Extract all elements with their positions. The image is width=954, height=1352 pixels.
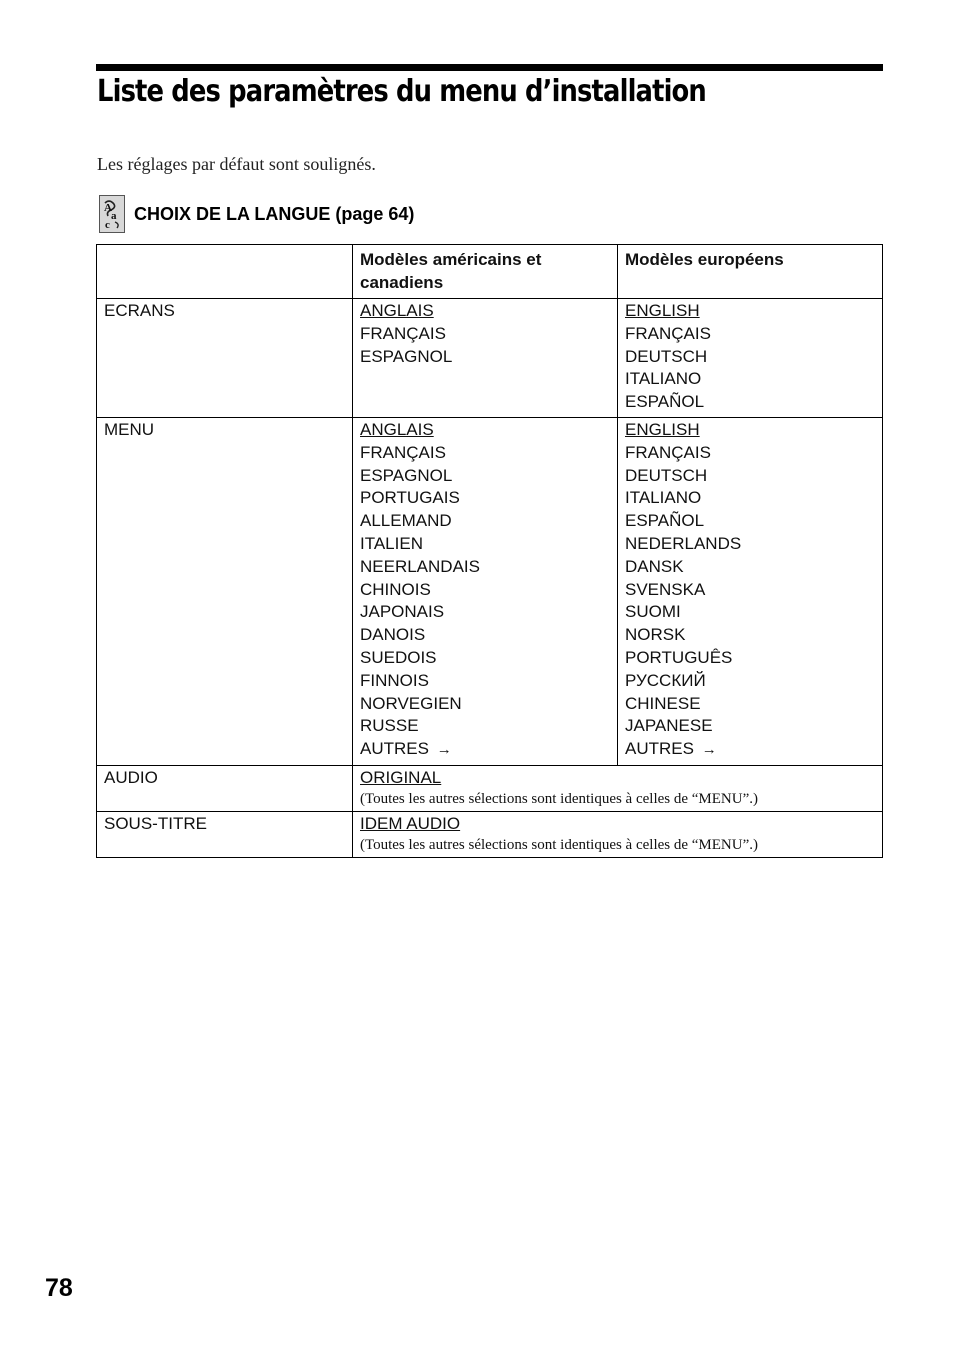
- row-note: (Toutes les autres sélections sont identiques à celles de “MENU”.): [360, 836, 758, 853]
- option-item: [360, 693, 610, 716]
- table-header-row: [97, 245, 883, 299]
- section-header: [99, 194, 414, 234]
- option-item: [625, 487, 875, 510]
- title-rule: [96, 64, 883, 71]
- option-item: [360, 647, 610, 670]
- option-label: SVENSKA: [625, 579, 706, 599]
- default-option: ANGLAIS: [360, 419, 434, 439]
- option-label: NORSK: [625, 625, 686, 645]
- option-item: [360, 715, 610, 738]
- option-item: [625, 391, 875, 414]
- default-option: ANGLAIS: [360, 301, 434, 320]
- option-label: ITALIANO: [625, 369, 702, 389]
- option-label: DEUTSCH: [625, 465, 708, 485]
- option-label: РУССКИЙ: [625, 670, 706, 690]
- option-label: NEDERLANDS: [625, 533, 742, 553]
- option-item: [625, 442, 875, 465]
- svg-text:A: A: [104, 202, 112, 214]
- header-us-models: Modèles américains et canadiens: [353, 245, 618, 299]
- option-item: [360, 533, 610, 556]
- option-label: ESPAGNOL: [360, 465, 453, 485]
- option-item: [625, 510, 875, 533]
- option-label: PORTUGAIS: [360, 488, 460, 508]
- option-item: [625, 670, 875, 693]
- option-label: RUSSE: [360, 716, 419, 736]
- option-label: PORTUGUÊS: [625, 647, 733, 667]
- option-label: FRANÇAIS: [360, 442, 446, 462]
- option-item: [625, 601, 875, 624]
- table-row-ecrans: [97, 299, 883, 418]
- option-item: [625, 579, 875, 602]
- option-item: [360, 442, 610, 465]
- section-title: CHOIX DE LA LANGUE (page 64): [134, 203, 415, 224]
- option-label: JAPANESE: [625, 716, 713, 736]
- option-item: [625, 346, 875, 369]
- table-row-menu: [97, 417, 883, 765]
- option-label: FINNOIS: [360, 670, 429, 690]
- header-eu-models: Modèles européens: [618, 245, 883, 299]
- option-label: SUEDOIS: [360, 647, 437, 667]
- option-item: [360, 738, 610, 762]
- audio-options: [353, 765, 883, 811]
- header-empty: [97, 245, 353, 299]
- svg-text:c: c: [105, 219, 110, 231]
- option-label: CHINOIS: [360, 579, 431, 599]
- option-item: [625, 300, 875, 323]
- option-label: CHINESE: [625, 693, 701, 713]
- default-option: ENGLISH: [625, 301, 700, 320]
- eu-options: [618, 299, 883, 418]
- row-label: AUDIO: [97, 765, 353, 811]
- option-label: SUOMI: [625, 602, 681, 622]
- table-row-sous-titre: [97, 811, 883, 857]
- option-label: DANOIS: [360, 625, 426, 645]
- row-label: SOUS-TITRE: [97, 811, 353, 857]
- option-item: [360, 487, 610, 510]
- option-item: [625, 556, 875, 579]
- option-item: [360, 419, 610, 442]
- intro-text: Les réglages par défaut sont soulignés.: [97, 154, 376, 174]
- option-item: [360, 601, 610, 624]
- settings-table: [96, 244, 883, 858]
- option-label: AUTRES: [360, 739, 429, 759]
- option-item: [360, 323, 610, 346]
- option-label: DEUTSCH: [625, 346, 708, 366]
- subtitle-options: [353, 811, 883, 857]
- us-options: [353, 299, 618, 418]
- option-item: [360, 670, 610, 693]
- default-option: ENGLISH: [625, 419, 700, 439]
- svg-text:a: a: [111, 210, 117, 222]
- arrow-right-icon: →: [701, 741, 717, 759]
- eu-options: [618, 417, 883, 765]
- page-number: 78: [45, 1274, 73, 1302]
- option-item: [360, 300, 610, 323]
- language-icon: [99, 195, 125, 233]
- row-note: (Toutes les autres sélections sont identiques à celles de “MENU”.): [360, 790, 758, 807]
- option-label: FRANÇAIS: [360, 323, 446, 343]
- option-item: [625, 738, 875, 762]
- option-label: ESPAÑOL: [625, 392, 705, 412]
- option-item: [360, 510, 610, 533]
- table-row-audio: [97, 765, 883, 811]
- option-item: [625, 323, 875, 346]
- option-item: [625, 465, 875, 488]
- option-item: [625, 715, 875, 738]
- default-value: ORIGINAL: [360, 767, 442, 787]
- option-label: ESPAÑOL: [625, 511, 705, 531]
- option-item: [360, 579, 610, 602]
- row-label: MENU: [97, 417, 353, 765]
- option-item: [625, 368, 875, 391]
- default-value: IDEM AUDIO: [360, 813, 461, 833]
- option-label: JAPONAIS: [360, 602, 445, 622]
- option-label: ESPAGNOL: [360, 346, 453, 366]
- page-title: Liste des paramètres du menu d’installation: [97, 74, 706, 109]
- option-item: [625, 647, 875, 670]
- row-label: ECRANS: [97, 299, 353, 418]
- option-label: FRANÇAIS: [625, 442, 711, 462]
- arrow-right-icon: →: [436, 741, 452, 759]
- option-item: [625, 533, 875, 556]
- option-item: [625, 419, 875, 442]
- option-label: ITALIEN: [360, 533, 423, 553]
- option-label: FRANÇAIS: [625, 323, 711, 343]
- option-label: NEERLANDAIS: [360, 556, 480, 576]
- option-item: [360, 624, 610, 647]
- option-label: NORVEGIEN: [360, 693, 462, 713]
- option-label: DANSK: [625, 556, 684, 576]
- option-label: ALLEMAND: [360, 511, 452, 531]
- option-item: [360, 465, 610, 488]
- option-label: AUTRES: [625, 739, 694, 759]
- option-item: [360, 346, 610, 369]
- option-item: [625, 693, 875, 716]
- us-options: [353, 417, 618, 765]
- option-item: [625, 624, 875, 647]
- option-item: [360, 556, 610, 579]
- option-label: ITALIANO: [625, 488, 702, 508]
